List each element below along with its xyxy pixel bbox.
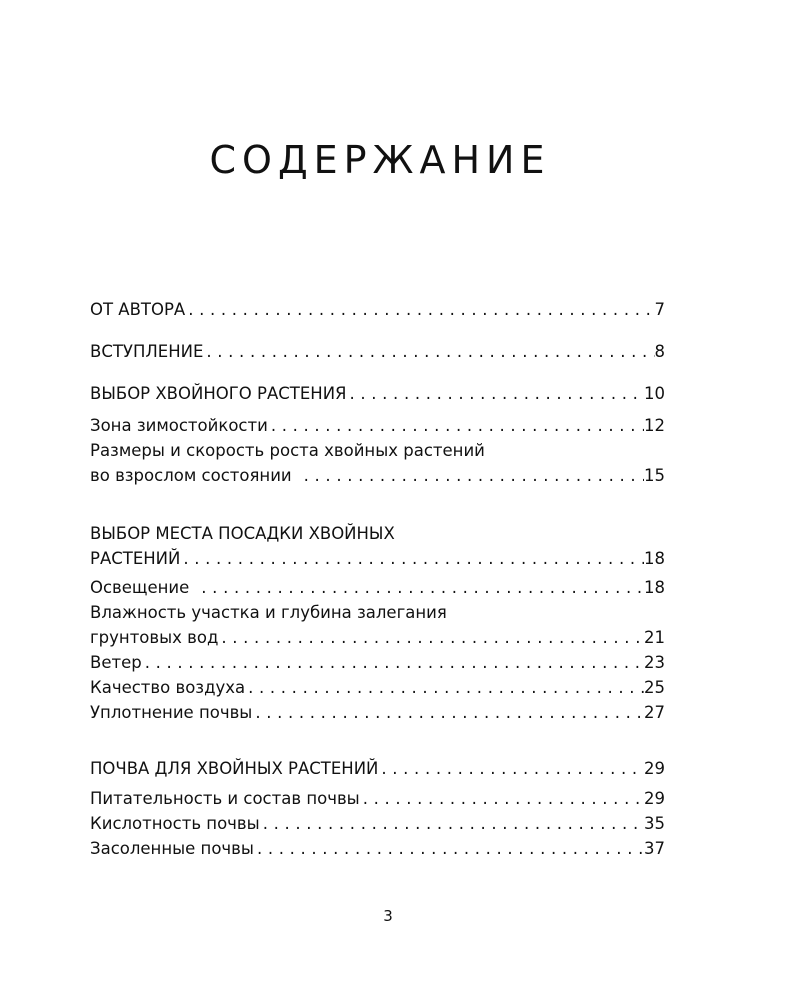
- dot-leader: [218, 625, 644, 650]
- toc-entry-label: Ветер: [90, 653, 142, 672]
- toc-entry-humidity[interactable]: [90, 600, 665, 650]
- toc-entry-saline-soils[interactable]: [90, 836, 665, 861]
- dot-leader: [245, 675, 644, 700]
- toc-entry-soil-nutrition[interactable]: [90, 786, 665, 811]
- toc-entry-intro[interactable]: [90, 339, 665, 365]
- toc-entry-label: ПОЧВА ДЛЯ ХВОЙНЫХ РАСТЕНИЙ: [90, 759, 379, 778]
- dot-leader: [268, 413, 644, 438]
- toc-entry-page: 27: [644, 703, 665, 722]
- toc-entry-label: Освещение: [90, 578, 190, 597]
- toc-entry-label: Питательность и состав почвы: [90, 789, 360, 808]
- toc-entry-hardiness-zone[interactable]: [90, 413, 665, 438]
- toc-entry-page: 29: [644, 789, 665, 808]
- dot-leader: [360, 786, 644, 811]
- toc-entry-label: Уплотнение почвы: [90, 703, 253, 722]
- toc-entry-label: Зона зимостойкости: [90, 416, 268, 435]
- dot-leader: [347, 381, 645, 407]
- toc-entry-page: 12: [644, 416, 665, 435]
- toc-entry-air-quality[interactable]: [90, 675, 665, 700]
- toc-entry-page: 37: [644, 839, 665, 858]
- toc-entry-size-growth[interactable]: [90, 438, 665, 488]
- toc-chapter-soil[interactable]: [90, 756, 665, 782]
- dot-leader: [185, 297, 654, 323]
- toc-entry-soil-acidity[interactable]: [90, 811, 665, 836]
- dot-leader: [180, 546, 644, 571]
- toc-entry-page: 18: [644, 578, 665, 597]
- page-number: 3: [383, 907, 393, 925]
- dot-leader: [189, 575, 644, 600]
- toc-entry-page: 25: [644, 678, 665, 697]
- toc-entry-label-line1: ВЫБОР МЕСТА ПОСАДКИ ХВОЙНЫХ: [90, 524, 395, 543]
- toc-entry-page: 15: [644, 466, 665, 485]
- page-title: СОДЕРЖАНИЕ: [209, 138, 551, 182]
- dot-leader: [142, 650, 644, 675]
- toc-entry-page: 18: [644, 549, 665, 568]
- toc-entry-soil-compaction[interactable]: [90, 700, 665, 725]
- toc-entry-label-line2: грунтовых вод: [90, 628, 219, 647]
- toc-entry-page: 8: [654, 342, 665, 361]
- dot-leader: [378, 756, 644, 782]
- toc-entry-label: ВЫБОР ХВОЙНОГО РАСТЕНИЯ: [90, 384, 347, 403]
- table-of-contents: [90, 297, 665, 861]
- toc-entry-label: Качество воздуха: [90, 678, 246, 697]
- toc-entry-label: ВСТУПЛЕНИЕ: [90, 342, 204, 361]
- toc-entry-label-line2: РАСТЕНИЙ: [90, 549, 181, 568]
- toc-entry-wind[interactable]: [90, 650, 665, 675]
- dot-leader: [203, 339, 654, 365]
- toc-entry-page: 21: [644, 628, 665, 647]
- toc-entry-page: 29: [644, 759, 665, 778]
- toc-entry-label: Кислотность почвы: [90, 814, 260, 833]
- toc-entry-label: Засоленные почвы: [90, 839, 254, 858]
- dot-leader: [252, 700, 644, 725]
- dot-leader: [254, 836, 644, 861]
- toc-chapter-conifer-choice[interactable]: [90, 381, 665, 407]
- toc-entry-page: 35: [644, 814, 665, 833]
- toc-entry-label: ОТ АВТОРА: [90, 300, 186, 319]
- toc-entry-page: 23: [644, 653, 665, 672]
- dot-leader: [260, 811, 644, 836]
- toc-entry-page: 7: [654, 300, 665, 319]
- toc-entry-label-line1: Размеры и скорость роста хвойных растений: [90, 441, 485, 460]
- toc-entry-from-author[interactable]: [90, 297, 665, 323]
- toc-entry-label-line1: Влажность участка и глубина залегания: [90, 603, 447, 622]
- dot-leader: [292, 463, 644, 488]
- toc-entry-label-line2: во взрослом состоянии: [90, 466, 292, 485]
- toc-entry-lighting[interactable]: [90, 575, 665, 600]
- toc-chapter-planting-site[interactable]: [90, 521, 665, 571]
- toc-entry-page: 10: [644, 384, 665, 403]
